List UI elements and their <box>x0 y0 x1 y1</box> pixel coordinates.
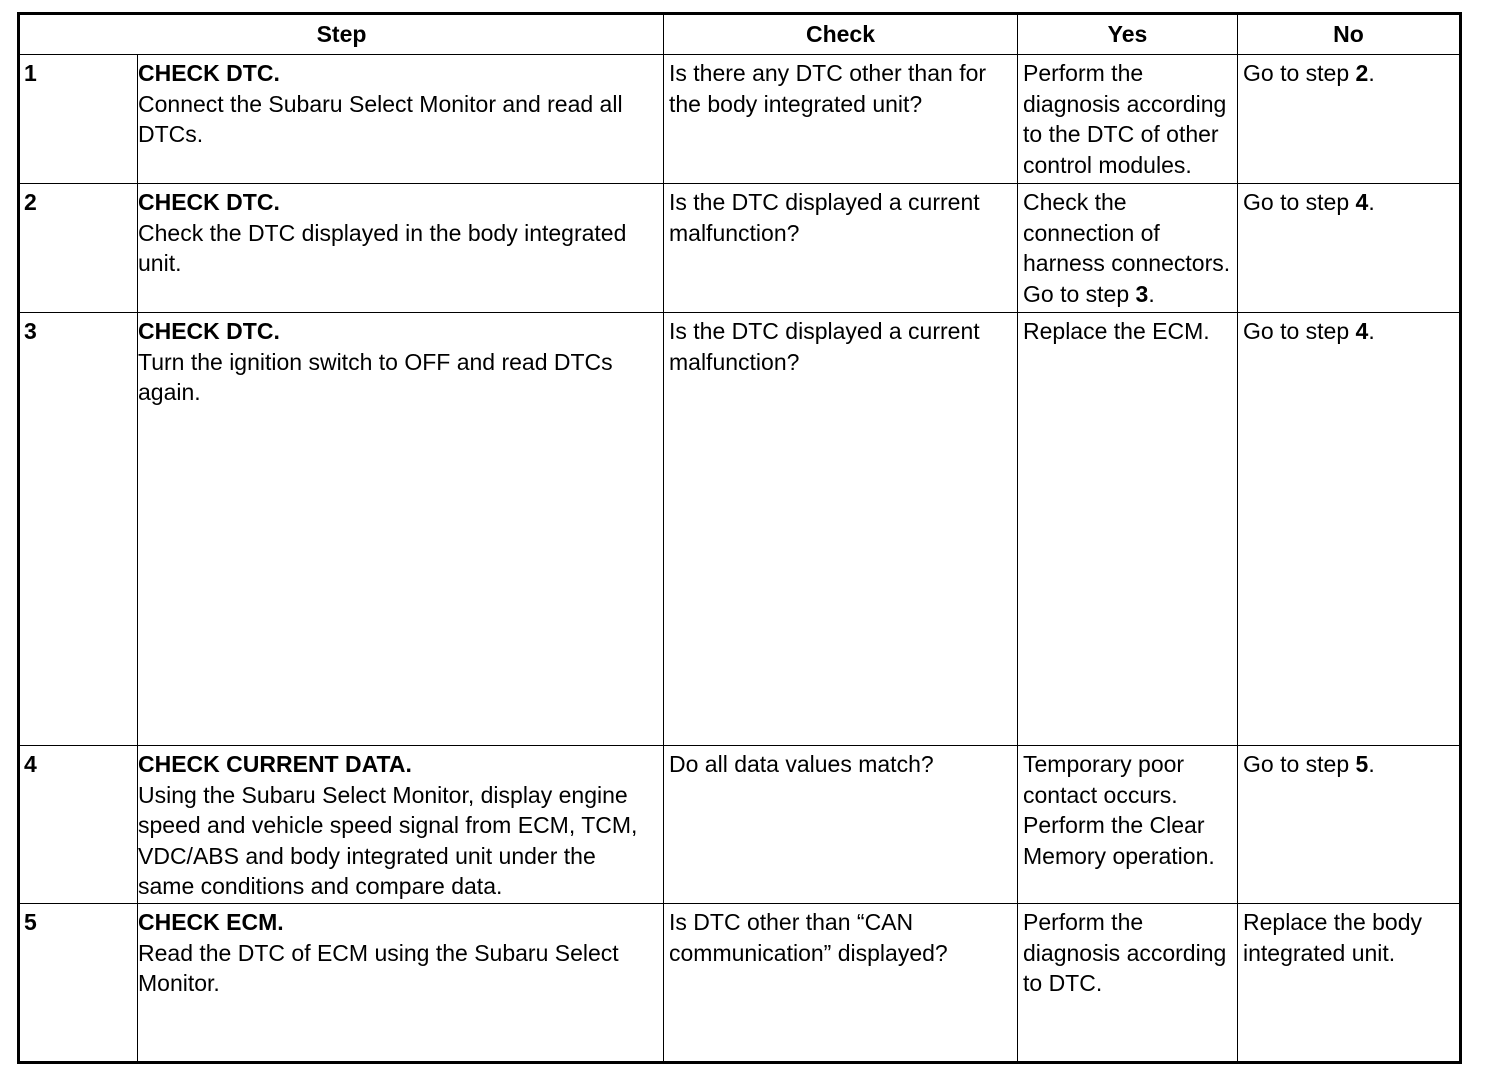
no-end: . <box>1368 189 1375 215</box>
no-text: Go to step <box>1243 318 1356 344</box>
step-number: 5 <box>19 904 138 1063</box>
yes-text: Check the connection of harness connectors. Go to step <box>1023 189 1231 307</box>
step-number: 4 <box>19 746 138 904</box>
yes-step-ref: 3 <box>1135 280 1149 307</box>
step-cell <box>138 746 664 904</box>
table-row <box>19 746 1461 904</box>
no-end: . <box>1368 751 1375 777</box>
step-title: CHECK DTC. <box>138 60 280 86</box>
check-cell: Is DTC other than “CAN communication” displayed? <box>664 904 1018 1063</box>
step-title: CHECK ECM. <box>138 909 284 935</box>
yes-end: . <box>1148 280 1155 307</box>
table-row <box>19 904 1461 1063</box>
step-title: CHECK DTC. <box>138 189 280 215</box>
step-cell <box>138 184 664 313</box>
no-step-ref: 4 <box>1355 318 1369 344</box>
yes-cell: Perform the diagnosis according to DTC. <box>1018 904 1238 1063</box>
no-end: . <box>1368 318 1375 344</box>
no-cell <box>1238 184 1461 313</box>
no-text: Go to step <box>1243 751 1356 777</box>
step-description: Connect the Subaru Select Monitor and read all DTCs. <box>138 90 623 147</box>
table-row <box>19 55 1461 184</box>
header-row <box>19 14 1461 55</box>
check-cell: Is the DTC displayed a current malfunction? <box>664 184 1018 313</box>
check-cell: Is there any DTC other than for the body integrated unit? <box>664 55 1018 184</box>
no-end: . <box>1368 60 1375 86</box>
step-description: Using the Subaru Select Monitor, display engine speed and vehicle speed signal from ECM, TCM, VDC/ABS and body integrated unit under the same conditions and compare data. <box>138 781 638 899</box>
no-step-ref: 5 <box>1355 751 1369 777</box>
no-text: Go to step <box>1243 189 1356 215</box>
step-title: CHECK CURRENT DATA. <box>138 751 412 777</box>
table-row <box>19 313 1461 746</box>
step-description: Read the DTC of ECM using the Subaru Select Monitor. <box>138 939 619 996</box>
diagnostic-procedure-table <box>17 12 1462 1064</box>
step-cell <box>138 904 664 1063</box>
step-cell <box>138 55 664 184</box>
no-cell <box>1238 55 1461 184</box>
header-yes: Yes <box>1018 14 1238 55</box>
step-number: 2 <box>19 184 138 313</box>
no-step-ref: 4 <box>1355 189 1369 215</box>
yes-cell: Temporary poor contact occurs. Perform the Clear Memory operation. <box>1018 746 1238 904</box>
yes-cell: Perform the diagnosis according to the DTC of other control modules. <box>1018 55 1238 184</box>
no-cell <box>1238 746 1461 904</box>
yes-cell: Replace the ECM. <box>1018 313 1238 746</box>
check-cell: Do all data values match? <box>664 746 1018 904</box>
header-check: Check <box>664 14 1018 55</box>
header-no: No <box>1238 14 1461 55</box>
step-number: 3 <box>19 313 138 746</box>
no-cell: Replace the body integrated unit. <box>1238 904 1461 1063</box>
step-title: CHECK DTC. <box>138 318 280 344</box>
no-text: Go to step <box>1243 60 1356 86</box>
yes-cell <box>1018 184 1238 313</box>
step-cell <box>138 313 664 746</box>
table-row <box>19 184 1461 313</box>
check-cell: Is the DTC displayed a current malfunction? <box>664 313 1018 746</box>
step-description: Turn the ignition switch to OFF and read DTCs again. <box>138 348 613 405</box>
no-cell <box>1238 313 1461 746</box>
header-step: Step <box>19 14 664 55</box>
step-number: 1 <box>19 55 138 184</box>
step-description: Check the DTC displayed in the body integrated unit. <box>138 219 627 276</box>
no-step-ref: 2 <box>1355 60 1369 86</box>
